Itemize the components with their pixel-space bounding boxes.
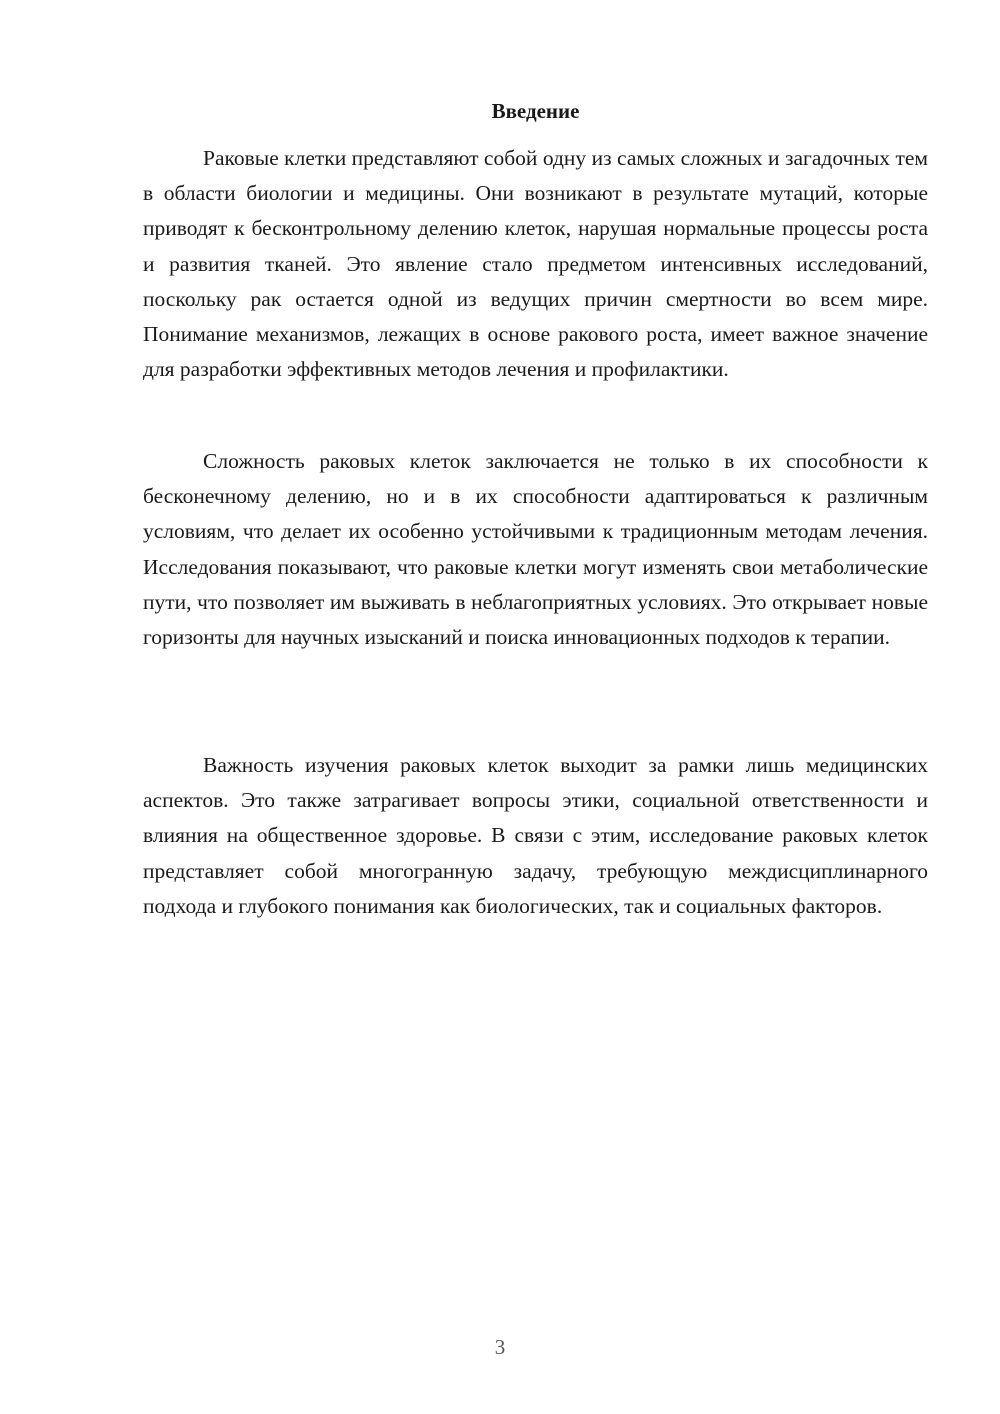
paragraph-3: Важность изучения раковых клеток выходит за рамки лишь медицинских аспектов. Это также затрагивает вопросы этики, социальной ответственности и влияния на общественное здоровье. В связи с этим, исследование раковых клеток представляет собой многогранную задачу, требующую междисциплинарного подхода и глубокого понимания как биологических, так и социальных факторов.	[143, 753, 928, 918]
paragraph-2: Сложность раковых клеток заключается не только в их способности к бесконечному делению, но и в их способности адаптироваться к различным условиям, что делает их особенно устойчивыми к традиционным методам лечения. Исследования показывают, что раковые клетки могут изменять свои метаболические пути, что позволяет им выживать в неблагоприятных условиях. Это открывает новые горизонты для научных изысканий и поиска инновационных подходов к терапии.	[143, 449, 928, 650]
paragraph-1: Раковые клетки представляют собой одну из самых сложных и загадочных тем в области биологии и медицины. Они возникают в результате мутаций, которые приводят к бесконтрольному делению клеток, нарушая нормальные процессы роста и развития тканей. Это явление стало предметом интенсивных исследований, поскольку рак остается одной из ведущих причин смертности во всем мире. Понимание механизмов, лежащих в основе ракового роста, имеет важное значение для разработки эффективных методов лечения и профилактики.	[143, 146, 928, 382]
page-number: 3	[494, 1335, 506, 1359]
section-title: Введение	[491, 99, 580, 123]
